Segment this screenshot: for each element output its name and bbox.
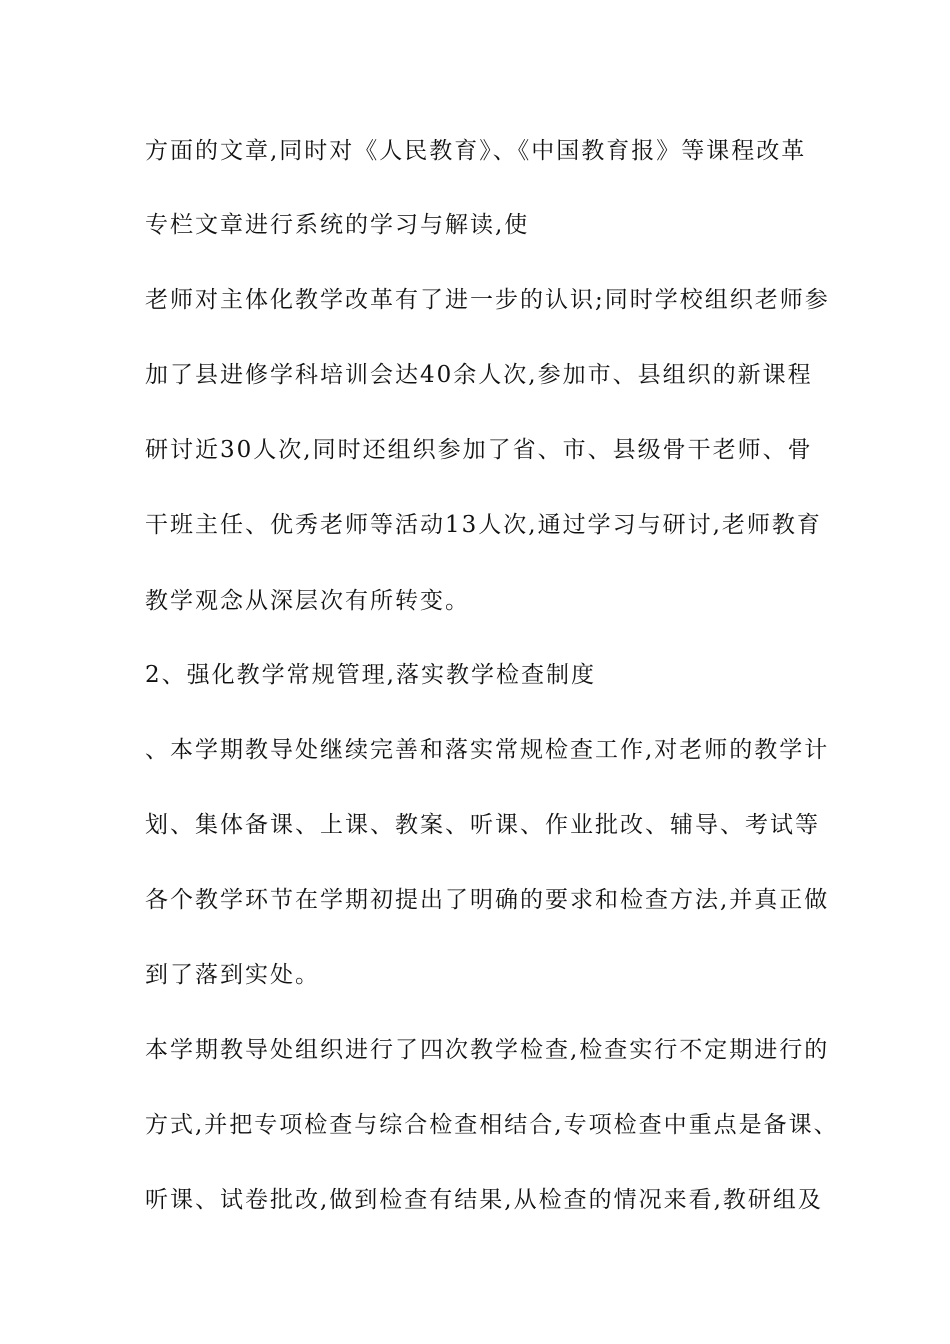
text-line: 老师对主体化教学改革有了进一步的认识;同时学校组织老师参 bbox=[145, 287, 830, 313]
text-line: 方式,并把专项检查与综合检查相结合,专项检查中重点是备课、 bbox=[145, 1112, 839, 1138]
text-line: 听课、试卷批改,做到检查有结果,从检查的情况来看,教研组及 bbox=[145, 1187, 823, 1213]
text-line: 研讨近30人次,同时还组织参加了省、市、县级骨干老师、骨 bbox=[145, 437, 813, 463]
text-line: 干班主任、优秀老师等活动13人次,通过学习与研讨,老师教育 bbox=[145, 512, 822, 538]
text-line: 到了落到实处。 bbox=[145, 962, 320, 988]
section-heading: 2、强化教学常规管理,落实教学检查制度 bbox=[145, 662, 596, 688]
text-line: 、本学期教导处继续完善和落实常规检查工作,对老师的教学计 bbox=[145, 737, 830, 763]
text-line: 方面的文章,同时对《人民教育》、《中国教育报》等课程改革 bbox=[145, 138, 807, 164]
text-line: 加了县进修学科培训会达40余人次,参加市、县组织的新课程 bbox=[145, 362, 813, 388]
text-line: 各个教学环节在学期初提出了明确的要求和检查方法,并真正做 bbox=[145, 887, 830, 913]
text-line: 本学期教导处组织进行了四次教学检查,检查实行不定期进行的 bbox=[145, 1037, 830, 1063]
text-line: 划、集体备课、上课、教案、听课、作业批改、辅导、考试等 bbox=[145, 812, 820, 838]
text-line: 教学观念从深层次有所转变。 bbox=[145, 588, 470, 614]
text-line: 专栏文章进行系统的学习与解读,使 bbox=[145, 212, 530, 238]
